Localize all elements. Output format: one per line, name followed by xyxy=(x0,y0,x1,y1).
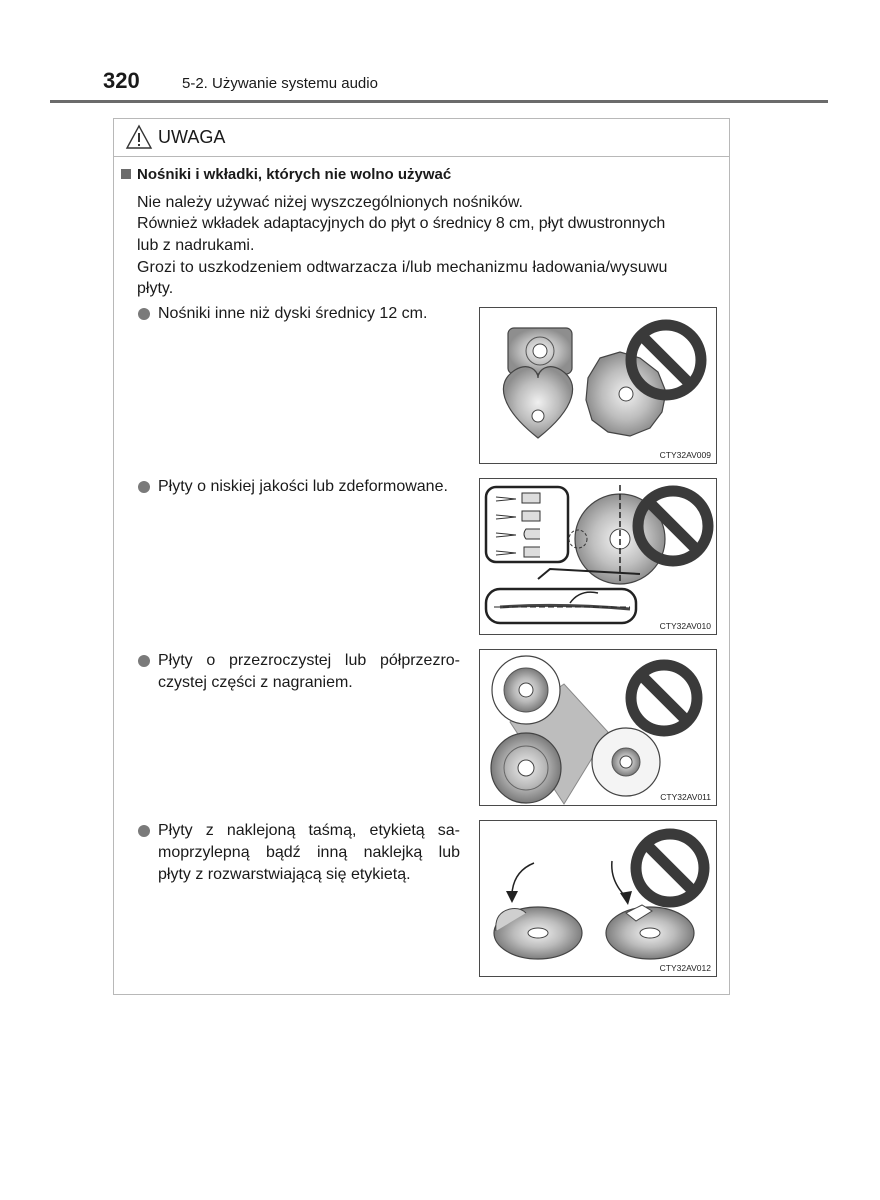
deformed-disc-illustration xyxy=(480,479,716,634)
list-item xyxy=(138,650,460,694)
item-text: moprzylepną bądź inną naklejką lub xyxy=(158,844,460,861)
figure-code: CTY32AV011 xyxy=(660,792,711,802)
figure-labeled-discs xyxy=(479,820,717,977)
item-text: Płyty o przezroczystej lub półprzezro- xyxy=(158,652,460,669)
taped-discs-illustration xyxy=(480,821,716,976)
prohibition-icon xyxy=(636,834,704,902)
item-text: płyty z rozwarstwiającą się etykietą. xyxy=(158,866,411,883)
figure-transparent-discs xyxy=(479,649,717,806)
section-title: 5-2. Używanie systemu audio xyxy=(182,75,378,92)
bullet-dot-icon xyxy=(138,825,150,837)
list-item xyxy=(138,476,460,498)
caution-title: UWAGA xyxy=(158,127,226,147)
intro-line: Również wkładek adaptacyjnych do płyt o średnicy 8 cm, płyt dwustronnych xyxy=(137,215,666,232)
item-text: czystej części z nagraniem. xyxy=(158,674,353,691)
caution-subheading: Nośniki i wkładki, których nie wolno używać xyxy=(121,166,451,183)
non-round-discs-illustration xyxy=(480,308,716,463)
intro-line: płyty. xyxy=(137,280,174,297)
caution-header xyxy=(114,119,729,157)
bullet-dot-icon xyxy=(138,481,150,493)
item-text: Nośniki inne niż dyski średnicy 12 cm. xyxy=(158,305,428,322)
intro-line: Nie należy używać niżej wyszczególnionych nośników. xyxy=(137,194,523,211)
page-number: 320 xyxy=(103,68,140,93)
intro-line: Grozi to uszkodzeniem odtwarzacza i/lub mechanizmu ładowania/wysuwu xyxy=(137,259,668,276)
figure-deformed-discs xyxy=(479,478,717,635)
bullet-dot-icon xyxy=(138,308,150,320)
figure-code: CTY32AV010 xyxy=(659,621,711,631)
transparent-discs-illustration xyxy=(480,650,716,805)
header-rule xyxy=(50,100,828,103)
figure-code: CTY32AV012 xyxy=(659,963,711,973)
square-bullet-icon xyxy=(121,169,131,179)
bullet-dot-icon xyxy=(138,655,150,667)
figure-code: CTY32AV009 xyxy=(659,450,711,460)
intro-line: lub z nadrukami. xyxy=(137,237,255,254)
item-text: Płyty z naklejoną taśmą, etykietą sa- xyxy=(158,822,460,839)
warning-triangle-icon xyxy=(125,124,153,150)
list-item xyxy=(138,820,460,886)
figure-non-12cm-discs xyxy=(479,307,717,464)
item-text: Płyty o niskiej jakości lub zdeformowane. xyxy=(158,478,448,495)
caution-box xyxy=(113,118,730,995)
list-item xyxy=(138,303,460,325)
prohibition-icon xyxy=(631,665,697,731)
